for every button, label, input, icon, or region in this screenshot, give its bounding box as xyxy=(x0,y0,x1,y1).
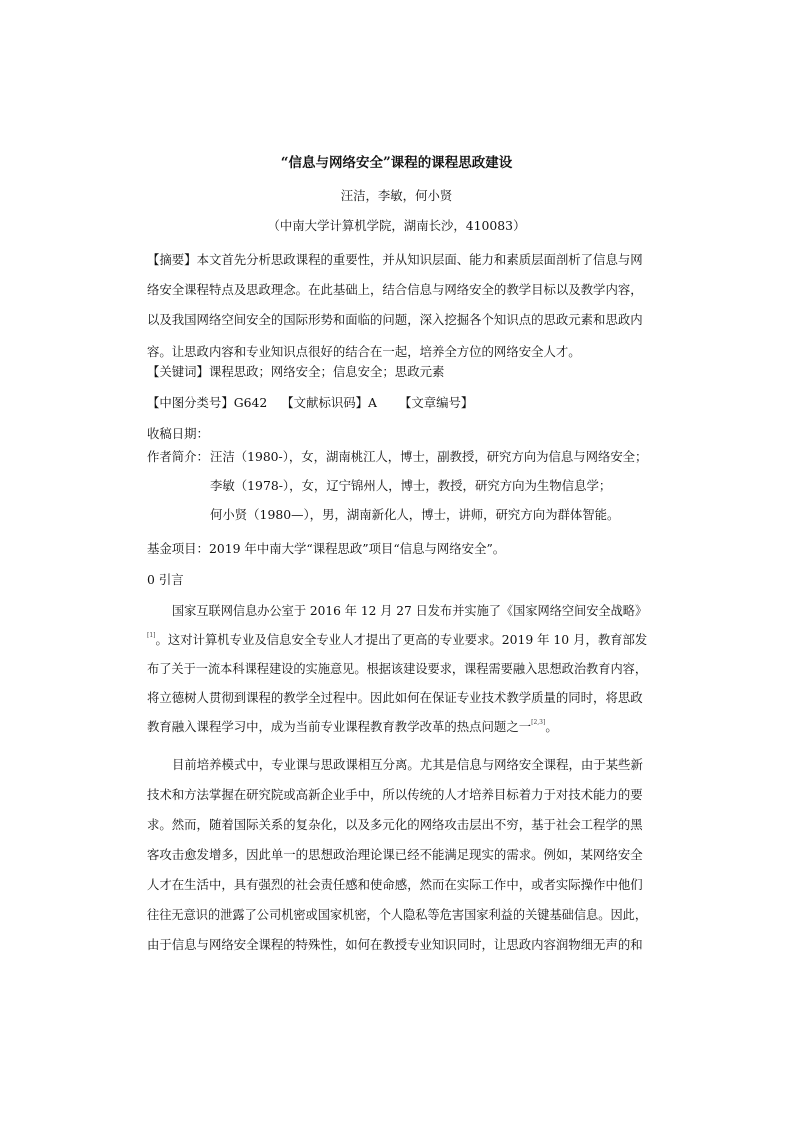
doc-value: A xyxy=(368,395,377,410)
fund-statement: 基金项目：2019 年中南大学“课程思政”项目“信息与网络安全”。 xyxy=(147,541,506,556)
author-list: 汪洁，李敏，何小贤 xyxy=(340,188,453,203)
doc-label: 【文献标识码】 xyxy=(281,395,369,410)
classification-line xyxy=(147,388,473,417)
bio-item-2: 李敏（1978-），女，辽宁锦州人，博士，教授，研究方向为生物信息学； xyxy=(210,478,612,493)
affiliation: （中南大学计算机学院，湖南长沙，410083） xyxy=(267,218,526,233)
para2-line-7: 由于信息与网络安全课程的特殊性，如何在教授专业知识同时，让思政内容润物细无声的和 xyxy=(147,937,643,952)
para1-line-2: [1]。这对计算机专业及信息安全专业人才提出了更高的专业要求。2019 年 10 月，教育部发 xyxy=(147,632,648,647)
bio-item-3: 何小贤（1980—），男，湖南新化人，博士，讲师，研究方向为群体智能。 xyxy=(210,507,620,522)
paper-title: “信息与网络安全”课程的课程思政建设 xyxy=(280,155,513,171)
citation-ref-2: [2,3] xyxy=(531,719,546,726)
keywords xyxy=(147,357,444,386)
citation-ref-1: [1] xyxy=(147,632,156,639)
clc-value: G642 xyxy=(233,395,268,410)
para2-line-3: 求。然而，随着国际关系的复杂化，以及多元化的网络攻击层出不穷，基于社会工程学的黑 xyxy=(147,817,643,832)
para2-line-4: 客攻击愈发增多，因此单一的思想政治理论课已经不能满足现实的需求。例如，某网络安全 xyxy=(147,847,643,862)
bio-label: 作者简介： xyxy=(147,449,209,464)
keywords-label: 【关键词】 xyxy=(147,364,209,379)
article-label: 【文章编号】 xyxy=(398,395,474,410)
bio-item-1: 汪洁（1980-），女，湖南桃江人，博士，副教授，研究方向为信息与网络安全； xyxy=(210,449,648,464)
abstract-label: 【摘要】 xyxy=(147,252,197,267)
keywords-text: 课程思政；网络安全；信息安全；思政元素 xyxy=(208,364,445,379)
abstract-text: 本文首先分析思政课程的重要性，并从知识层面、能力和素质层面剖析了信息与网 xyxy=(196,252,643,267)
para2-line-5: 人才在生活中，具有强烈的社会责任感和使命感，然而在实际工作中，或者实际操作中他们 xyxy=(147,877,643,892)
abstract-line-1 xyxy=(147,245,643,274)
para2-line-1: 目前培养模式中，专业课与思政课相互分离。尤其是信息与网络安全课程，由于某些新 xyxy=(172,757,643,772)
clc-label: 【中图分类号】 xyxy=(147,395,234,410)
para1-line-4: 将立德树人贯彻到课程的教学全过程中。因此如何在保证专业技术教学质量的同时，将思政 xyxy=(147,690,643,705)
para2-line-6: 往往无意识的泄露了公司机密或国家机密，个人隐私等危害国家利益的关键基础信息。因此， xyxy=(147,907,648,922)
para1-line-1: 国家互联网信息办公室于 2016 年 12 月 27 日发布并实施了《国家网络空间安全战略》 xyxy=(172,603,648,618)
para2-line-2: 技术和方法掌握在研究院或高新企业手中，所以传统的人才培养目标着力于对技术能力的要 xyxy=(147,787,643,802)
received-date: 收稿日期： xyxy=(147,426,209,441)
section-heading: 0 引言 xyxy=(147,572,184,587)
abstract-line-4: 容。让思政内容和专业知识点很好的结合在一起，培养全方位的网络安全人才。 xyxy=(147,344,581,359)
abstract-line-3: 以及我国网络空间安全的国际形势和面临的问题，深入挖掘各个知识点的思政元素和思政内 xyxy=(147,312,643,327)
para1-line-5: 教育融入课程学习中，成为当前专业课程教育教学改革的热点问题之一[2,3]。 xyxy=(147,719,558,734)
para1-line-3: 布了关于一流本科课程建设的实施意见。根据该建设要求，课程需要融入思想政治教育内容， xyxy=(147,661,648,676)
abstract-line-2: 络安全课程特点及思政理念。在此基础上，结合信息与网络安全的教学目标以及教学内容， xyxy=(147,282,643,297)
